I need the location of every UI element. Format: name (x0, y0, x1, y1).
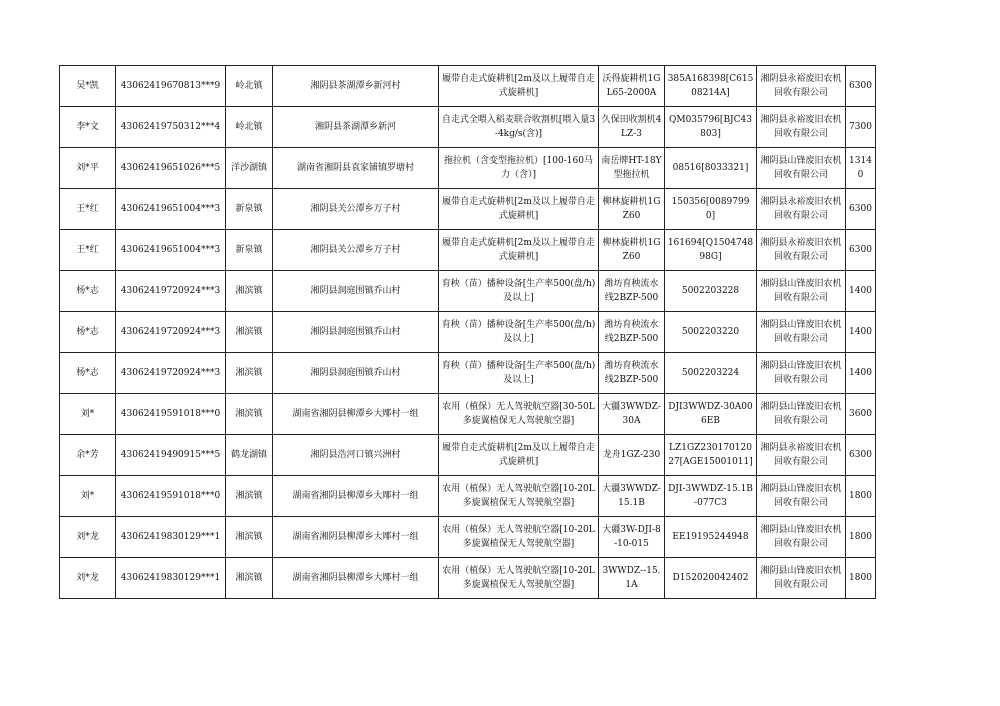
name-cell: 杨*志 (60, 271, 116, 312)
town-cell: 湘滨镇 (226, 353, 273, 394)
amount-cell: 6300 (846, 189, 876, 230)
town-cell: 湘滨镇 (226, 558, 273, 599)
town-cell: 湘滨镇 (226, 476, 273, 517)
serial-number-cell: 08516[8033321] (665, 148, 757, 189)
machine-type-cell: 拖拉机（含变型拖拉机）[100-160马力（含）] (439, 148, 599, 189)
serial-number-cell: 385A168398[C61508214A] (665, 66, 757, 107)
serial-number-cell: DJI-3WWDZ-15.1B-077C3 (665, 476, 757, 517)
name-cell: 王*红 (60, 189, 116, 230)
machine-type-cell: 农用（植保）无人驾驶航空器[30-50L多旋翼植保无人驾驶航空器] (439, 394, 599, 435)
serial-number-cell: 161694[Q150474898G] (665, 230, 757, 271)
recycler-cell: 湘阴县永裕废旧农机回收有限公司 (757, 230, 846, 271)
town-cell: 湘滨镇 (226, 517, 273, 558)
serial-number-cell: DJI3WWDZ-30A006EB (665, 394, 757, 435)
table-row (60, 271, 876, 312)
model-cell: 沃得旋耕机1GL65-2000A (599, 66, 665, 107)
recycler-cell: 湘阴县山锋废旧农机回收有限公司 (757, 353, 846, 394)
machine-type-cell: 履带自走式旋耕机[2m及以上履带自走式旋耕机] (439, 189, 599, 230)
machine-type-cell: 育秧（苗）播种设备[生产率500(盘/h)及以上] (439, 271, 599, 312)
serial-number-cell: 5002203228 (665, 271, 757, 312)
recycler-cell: 湘阴县永裕废旧农机回收有限公司 (757, 189, 846, 230)
address-cell: 湘阴县洞庭围镇乔山村 (273, 312, 439, 353)
town-cell: 湘滨镇 (226, 312, 273, 353)
amount-cell: 1800 (846, 558, 876, 599)
recycler-cell: 湘阴县永裕废旧农机回收有限公司 (757, 435, 846, 476)
amount-cell: 1400 (846, 353, 876, 394)
recycler-cell: 湘阴县永裕废旧农机回收有限公司 (757, 107, 846, 148)
id-number-cell: 43062419651004***3 (116, 189, 226, 230)
table-row (60, 435, 876, 476)
town-cell: 岭北镇 (226, 107, 273, 148)
id-number-cell: 43062419830129***1 (116, 517, 226, 558)
name-cell: 刘*龙 (60, 517, 116, 558)
amount-cell: 1800 (846, 517, 876, 558)
id-number-cell: 43062419750312***4 (116, 107, 226, 148)
model-cell: 3WWDZ--15.1A (599, 558, 665, 599)
id-number-cell: 43062419720924***3 (116, 353, 226, 394)
id-number-cell: 43062419591018***0 (116, 476, 226, 517)
serial-number-cell: 150356[00897990] (665, 189, 757, 230)
subsidy-table (59, 65, 876, 599)
recycler-cell: 湘阴县山锋废旧农机回收有限公司 (757, 148, 846, 189)
machine-type-cell: 自走式全喂入稻麦联合收割机[喂入量3-4kg/s(含)] (439, 107, 599, 148)
table-row (60, 148, 876, 189)
table-body (60, 66, 876, 599)
town-cell: 洋沙湖镇 (226, 148, 273, 189)
address-cell: 湖南省湘阴县柳潭乡大郮村一组 (273, 394, 439, 435)
machine-type-cell: 育秧（苗）播种设备[生产率500(盘/h)及以上] (439, 353, 599, 394)
model-cell: 柳林旋耕机1GZ60 (599, 189, 665, 230)
amount-cell: 3600 (846, 394, 876, 435)
id-number-cell: 43062419720924***3 (116, 312, 226, 353)
model-cell: 久保田收割机4LZ-3 (599, 107, 665, 148)
serial-number-cell: LZ1GZ23017012027[AGE15001011] (665, 435, 757, 476)
address-cell: 湘阴县洞庭围镇乔山村 (273, 271, 439, 312)
amount-cell: 1400 (846, 271, 876, 312)
machine-type-cell: 农用（植保）无人驾驶航空器[10-20L多旋翼植保无人驾驶航空器] (439, 476, 599, 517)
id-number-cell: 43062419591018***0 (116, 394, 226, 435)
name-cell: 杨*志 (60, 353, 116, 394)
id-number-cell: 43062419830129***1 (116, 558, 226, 599)
name-cell: 刘*龙 (60, 558, 116, 599)
address-cell: 湘阴县关公潭乡万子村 (273, 189, 439, 230)
table-row (60, 107, 876, 148)
name-cell: 李*文 (60, 107, 116, 148)
amount-cell: 1400 (846, 312, 876, 353)
model-cell: 大疆3WWDZ-15.1B (599, 476, 665, 517)
name-cell: 刘* (60, 476, 116, 517)
machine-type-cell: 农用（植保）无人驾驶航空器[10-20L多旋翼植保无人驾驶航空器] (439, 558, 599, 599)
table-row (60, 312, 876, 353)
name-cell: 余*芳 (60, 435, 116, 476)
address-cell: 湘阴县浩河口镇兴洲村 (273, 435, 439, 476)
name-cell: 吴*凯 (60, 66, 116, 107)
machine-type-cell: 育秧（苗）播种设备[生产率500(盘/h)及以上] (439, 312, 599, 353)
machine-type-cell: 履带自走式旋耕机[2m及以上履带自走式旋耕机] (439, 230, 599, 271)
serial-number-cell: EE19195244948 (665, 517, 757, 558)
amount-cell: 13140 (846, 148, 876, 189)
town-cell: 湘滨镇 (226, 394, 273, 435)
model-cell: 潍坊育秧流水线2BZP-500 (599, 271, 665, 312)
town-cell: 湘滨镇 (226, 271, 273, 312)
model-cell: 柳林旋耕机1GZ60 (599, 230, 665, 271)
table-row (60, 189, 876, 230)
address-cell: 湖南省湘阴县柳潭乡大郮村一组 (273, 558, 439, 599)
address-cell: 湖南省湘阴县柳潭乡大郮村一组 (273, 517, 439, 558)
model-cell: 大疆3W-DJI-8-10-015 (599, 517, 665, 558)
amount-cell: 7300 (846, 107, 876, 148)
machine-type-cell: 履带自走式旋耕机[2m及以上履带自走式旋耕机] (439, 66, 599, 107)
amount-cell: 1800 (846, 476, 876, 517)
address-cell: 湘阴县茶湖潭乡新河 (273, 107, 439, 148)
town-cell: 岭北镇 (226, 66, 273, 107)
serial-number-cell: QM035796[BJC43803] (665, 107, 757, 148)
table-row (60, 230, 876, 271)
amount-cell: 6300 (846, 230, 876, 271)
name-cell: 刘* (60, 394, 116, 435)
town-cell: 新泉镇 (226, 230, 273, 271)
recycler-cell: 湘阴县山锋废旧农机回收有限公司 (757, 517, 846, 558)
serial-number-cell: 5002203224 (665, 353, 757, 394)
amount-cell: 6300 (846, 435, 876, 476)
recycler-cell: 湘阴县山锋废旧农机回收有限公司 (757, 312, 846, 353)
name-cell: 杨*志 (60, 312, 116, 353)
serial-number-cell: 5002203220 (665, 312, 757, 353)
id-number-cell: 43062419651004***3 (116, 230, 226, 271)
model-cell: 潍坊育秧流水线2BZP-500 (599, 353, 665, 394)
town-cell: 鹤龙湖镇 (226, 435, 273, 476)
model-cell: 南岳牌HT-18Y型拖拉机 (599, 148, 665, 189)
recycler-cell: 湘阴县山锋废旧农机回收有限公司 (757, 271, 846, 312)
id-number-cell: 43062419651026***5 (116, 148, 226, 189)
name-cell: 王*红 (60, 230, 116, 271)
table-row (60, 394, 876, 435)
model-cell: 潍坊育秧流水线2BZP-500 (599, 312, 665, 353)
address-cell: 湘阴县关公潭乡万子村 (273, 230, 439, 271)
table-row (60, 476, 876, 517)
table-row (60, 517, 876, 558)
address-cell: 湘阴县洞庭围镇乔山村 (273, 353, 439, 394)
address-cell: 湖南省湘阴县袁家铺镇罗塘村 (273, 148, 439, 189)
id-number-cell: 43062419670813***9 (116, 66, 226, 107)
address-cell: 湘阴县茶湖潭乡新河村 (273, 66, 439, 107)
recycler-cell: 湘阴县永裕废旧农机回收有限公司 (757, 66, 846, 107)
recycler-cell: 湘阴县山锋废旧农机回收有限公司 (757, 558, 846, 599)
model-cell: 大疆3WWDZ-30A (599, 394, 665, 435)
amount-cell: 6300 (846, 66, 876, 107)
town-cell: 新泉镇 (226, 189, 273, 230)
address-cell: 湖南省湘阴县柳潭乡大郮村一组 (273, 476, 439, 517)
machine-type-cell: 履带自走式旋耕机[2m及以上履带自走式旋耕机] (439, 435, 599, 476)
recycler-cell: 湘阴县山锋废旧农机回收有限公司 (757, 394, 846, 435)
name-cell: 刘*平 (60, 148, 116, 189)
table-row (60, 558, 876, 599)
serial-number-cell: D152020042402 (665, 558, 757, 599)
machine-type-cell: 农用（植保）无人驾驶航空器[10-20L多旋翼植保无人驾驶航空器] (439, 517, 599, 558)
table-row (60, 353, 876, 394)
model-cell: 龙舟1GZ-230 (599, 435, 665, 476)
id-number-cell: 43062419720924***3 (116, 271, 226, 312)
table-row (60, 66, 876, 107)
recycler-cell: 湘阴县山锋废旧农机回收有限公司 (757, 476, 846, 517)
id-number-cell: 43062419490915***5 (116, 435, 226, 476)
